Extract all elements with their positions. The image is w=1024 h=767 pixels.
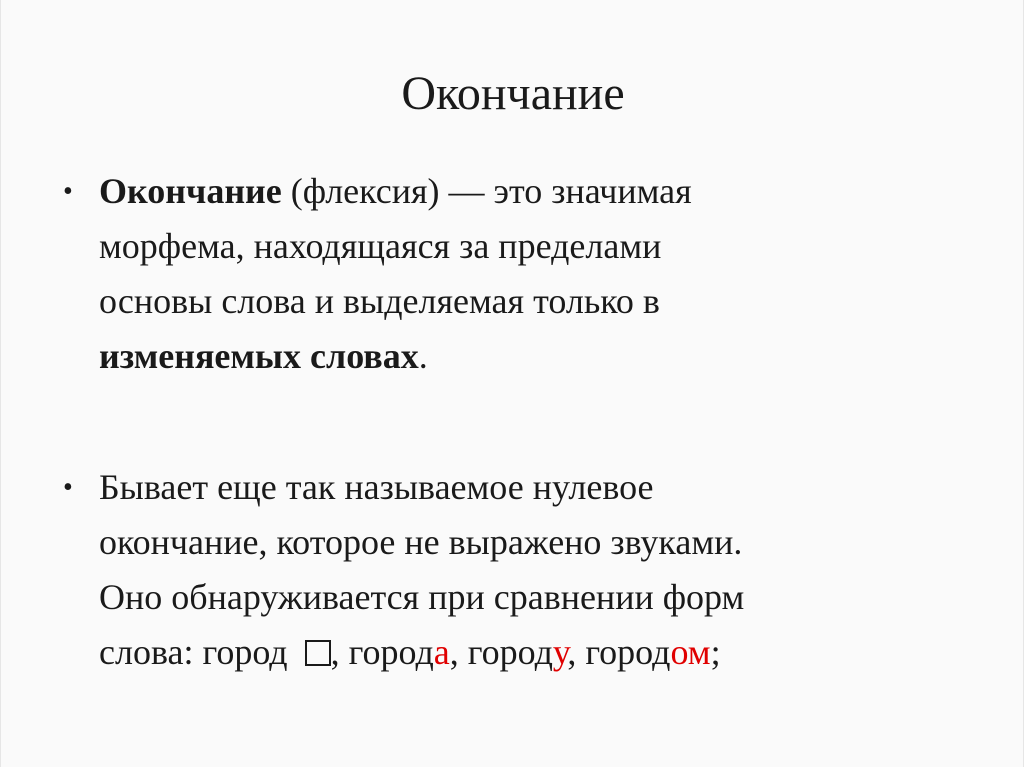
ending-om: ом bbox=[670, 632, 711, 672]
bullet-dot: • bbox=[63, 176, 73, 207]
term-bold: Окончание bbox=[99, 171, 282, 211]
changeable-words-bold: изменяемых словах bbox=[99, 336, 419, 376]
slide-title: Окончание bbox=[401, 67, 625, 120]
definition-line-4: изменяемых словах. bbox=[99, 336, 428, 376]
bullet-dot: • bbox=[63, 472, 73, 503]
bullet-definition bbox=[63, 164, 929, 384]
empty-square-icon bbox=[305, 640, 331, 666]
ending-a: а bbox=[433, 632, 450, 672]
ending-u: у bbox=[552, 632, 568, 672]
bullet-zero-ending bbox=[63, 460, 929, 680]
definition-line-1: Окончание (флексия) — это значимая bbox=[99, 171, 692, 211]
definition-line-2: морфема, находящаяся за пределами bbox=[99, 226, 662, 266]
zero-line-1: Бывает еще так называемое нулевое bbox=[99, 467, 654, 507]
definition-line-3: основы слова и выделяемая только в bbox=[99, 281, 660, 321]
zero-line-4: слова: город , города, городу, городом; bbox=[99, 632, 721, 672]
zero-line-2: окончание, которое не выражено звуками. bbox=[99, 522, 743, 562]
zero-line-3: Оно обнаруживается при сравнении форм bbox=[99, 577, 745, 617]
